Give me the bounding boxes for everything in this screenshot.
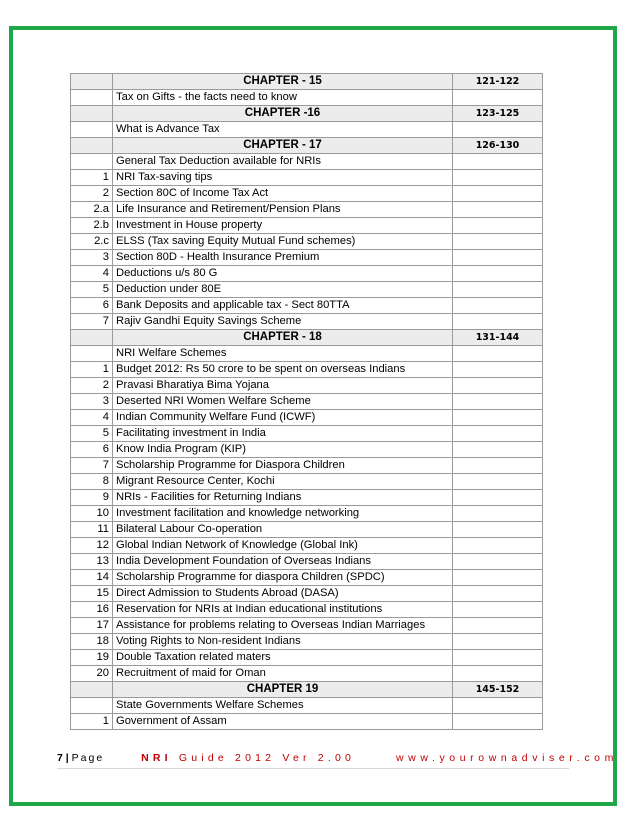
chapter-heading-row xyxy=(71,138,543,154)
footer-divider xyxy=(57,768,569,769)
page-range xyxy=(453,634,543,650)
entry-number: 4 xyxy=(71,266,113,282)
entry-title: Indian Community Welfare Fund (ICWF) xyxy=(113,410,453,426)
page-range xyxy=(453,506,543,522)
entry-title: Know India Program (KIP) xyxy=(113,442,453,458)
entry-number: 2 xyxy=(71,378,113,394)
page-range xyxy=(453,442,543,458)
entry-title: Recruitment of maid for Oman xyxy=(113,666,453,682)
entry-title: Deduction under 80E xyxy=(113,282,453,298)
page-range xyxy=(453,90,543,106)
toc-entry-row xyxy=(71,234,543,250)
toc-entry-row xyxy=(71,570,543,586)
entry-number xyxy=(71,122,113,138)
entry-number: 2.a xyxy=(71,202,113,218)
entry-number: 14 xyxy=(71,570,113,586)
toc-entry-row xyxy=(71,602,543,618)
toc-entry-row xyxy=(71,170,543,186)
toc-entry-row xyxy=(71,202,543,218)
entry-title: Life Insurance and Retirement/Pension Plans xyxy=(113,202,453,218)
entry-title: CHAPTER - 17 xyxy=(113,138,453,154)
toc-entry-row xyxy=(71,634,543,650)
page-range xyxy=(453,698,543,714)
entry-number: 19 xyxy=(71,650,113,666)
toc-entry-row xyxy=(71,442,543,458)
page-range xyxy=(453,554,543,570)
footer-guide-title xyxy=(141,752,355,764)
footer-guide-brand: NRI xyxy=(141,752,172,764)
toc-entry-row xyxy=(71,506,543,522)
entry-number: 9 xyxy=(71,490,113,506)
entry-title: Budget 2012: Rs 50 crore to be spent on overseas Indians xyxy=(113,362,453,378)
chapter-heading-row xyxy=(71,106,543,122)
entry-number xyxy=(71,154,113,170)
entry-number: 12 xyxy=(71,538,113,554)
entry-title: Double Taxation related maters xyxy=(113,650,453,666)
entry-title: NRI Tax-saving tips xyxy=(113,170,453,186)
page-range xyxy=(453,218,543,234)
page-range xyxy=(453,410,543,426)
toc-entry-row xyxy=(71,298,543,314)
toc-entry-row xyxy=(71,90,543,106)
entry-number xyxy=(71,698,113,714)
entry-title: Global Indian Network of Knowledge (Global Ink) xyxy=(113,538,453,554)
entry-title: Scholarship Programme for diaspora Children (SPDC) xyxy=(113,570,453,586)
entry-title: Direct Admission to Students Abroad (DASA) xyxy=(113,586,453,602)
page-range xyxy=(453,250,543,266)
toc-entry-row xyxy=(71,426,543,442)
page-range xyxy=(453,474,543,490)
toc-entry-row xyxy=(71,154,543,170)
entry-title: Section 80D - Health Insurance Premium xyxy=(113,250,453,266)
page-range xyxy=(453,170,543,186)
page-range xyxy=(453,650,543,666)
page-range xyxy=(453,202,543,218)
toc-entry-row xyxy=(71,266,543,282)
page-range xyxy=(453,362,543,378)
entry-title: What is Advance Tax xyxy=(113,122,453,138)
entry-number: 2 xyxy=(71,186,113,202)
entry-number xyxy=(71,346,113,362)
entry-number: 13 xyxy=(71,554,113,570)
chapter-heading-row xyxy=(71,330,543,346)
page-range xyxy=(453,586,543,602)
chapter-heading-row xyxy=(71,682,543,698)
entry-title: Scholarship Programme for Diaspora Children xyxy=(113,458,453,474)
footer-page-label xyxy=(57,752,104,764)
entry-title: CHAPTER - 15 xyxy=(113,74,453,90)
page-range xyxy=(453,538,543,554)
entry-title: NRIs - Facilities for Returning Indians xyxy=(113,490,453,506)
toc-entry-row xyxy=(71,538,543,554)
toc-entry-row xyxy=(71,698,543,714)
entry-number xyxy=(71,138,113,154)
entry-number: 2.b xyxy=(71,218,113,234)
footer-separator: | xyxy=(65,752,69,764)
entry-title: Section 80C of Income Tax Act xyxy=(113,186,453,202)
page-range: 126-130 xyxy=(453,138,543,154)
entry-title: Facilitating investment in India xyxy=(113,426,453,442)
toc-entry-row xyxy=(71,458,543,474)
page-range xyxy=(453,458,543,474)
page-range: 123-125 xyxy=(453,106,543,122)
toc-entry-row xyxy=(71,666,543,682)
toc-entry-row xyxy=(71,314,543,330)
toc-entry-row xyxy=(71,250,543,266)
entry-number: 5 xyxy=(71,426,113,442)
page-range xyxy=(453,714,543,730)
page-range xyxy=(453,570,543,586)
page-range xyxy=(453,602,543,618)
toc-entry-row xyxy=(71,186,543,202)
toc-entry-row xyxy=(71,394,543,410)
footer-page-number: 7 xyxy=(57,752,63,764)
entry-number: 6 xyxy=(71,298,113,314)
entry-number: 1 xyxy=(71,362,113,378)
entry-title: Government of Assam xyxy=(113,714,453,730)
page-range xyxy=(453,186,543,202)
entry-number: 7 xyxy=(71,314,113,330)
entry-number xyxy=(71,90,113,106)
entry-title: Deserted NRI Women Welfare Scheme xyxy=(113,394,453,410)
toc-entry-row xyxy=(71,282,543,298)
page-range xyxy=(453,298,543,314)
page-range xyxy=(453,378,543,394)
chapter-heading-row xyxy=(71,74,543,90)
entry-title: Bilateral Labour Co-operation xyxy=(113,522,453,538)
page-range: 145-152 xyxy=(453,682,543,698)
toc-entry-row xyxy=(71,714,543,730)
entry-number: 18 xyxy=(71,634,113,650)
entry-title: CHAPTER 19 xyxy=(113,682,453,698)
entry-title: India Development Foundation of Overseas Indians xyxy=(113,554,453,570)
page-range xyxy=(453,426,543,442)
entry-number: 16 xyxy=(71,602,113,618)
toc-entry-row xyxy=(71,378,543,394)
entry-title: Pravasi Bharatiya Bima Yojana xyxy=(113,378,453,394)
page-range xyxy=(453,282,543,298)
entry-title: Assistance for problems relating to Overseas Indian Marriages xyxy=(113,618,453,634)
toc-entry-row xyxy=(71,554,543,570)
page-range xyxy=(453,234,543,250)
page-range xyxy=(453,522,543,538)
entry-title: Investment in House property xyxy=(113,218,453,234)
entry-number xyxy=(71,682,113,698)
page-range xyxy=(453,314,543,330)
page-range xyxy=(453,394,543,410)
page-footer xyxy=(57,752,618,764)
footer-guide-rest: Guide 2012 Ver 2.00 xyxy=(178,752,356,764)
toc-entry-row xyxy=(71,474,543,490)
entry-number: 6 xyxy=(71,442,113,458)
table-of-contents xyxy=(70,73,543,730)
entry-number xyxy=(71,106,113,122)
footer-page-word: Page xyxy=(71,752,105,764)
entry-title: Bank Deposits and applicable tax - Sect 80TTA xyxy=(113,298,453,314)
entry-title: State Governments Welfare Schemes xyxy=(113,698,453,714)
entry-title: Voting Rights to Non-resident Indians xyxy=(113,634,453,650)
toc-entry-row xyxy=(71,218,543,234)
entry-number: 3 xyxy=(71,394,113,410)
entry-title: Deductions u/s 80 G xyxy=(113,266,453,282)
page-range xyxy=(453,618,543,634)
entry-number: 11 xyxy=(71,522,113,538)
entry-number: 15 xyxy=(71,586,113,602)
entry-number: 1 xyxy=(71,714,113,730)
page-range xyxy=(453,346,543,362)
entry-number: 20 xyxy=(71,666,113,682)
footer-website: www.yourownadviser.com xyxy=(395,752,618,764)
entry-number: 4 xyxy=(71,410,113,426)
page-range xyxy=(453,266,543,282)
entry-title: CHAPTER -16 xyxy=(113,106,453,122)
entry-number xyxy=(71,330,113,346)
entry-title: Migrant Resource Center, Kochi xyxy=(113,474,453,490)
entry-title: Reservation for NRIs at Indian educational institutions xyxy=(113,602,453,618)
toc-body xyxy=(71,74,543,730)
toc-entry-row xyxy=(71,410,543,426)
page-range xyxy=(453,122,543,138)
toc-entry-row xyxy=(71,522,543,538)
entry-number: 1 xyxy=(71,170,113,186)
toc-entry-row xyxy=(71,122,543,138)
entry-number: 10 xyxy=(71,506,113,522)
toc-entry-row xyxy=(71,618,543,634)
toc-entry-row xyxy=(71,346,543,362)
entry-number: 7 xyxy=(71,458,113,474)
page-range: 121-122 xyxy=(453,74,543,90)
entry-title: NRI Welfare Schemes xyxy=(113,346,453,362)
page-range: 131-144 xyxy=(453,330,543,346)
entry-title: CHAPTER - 18 xyxy=(113,330,453,346)
entry-title: Investment facilitation and knowledge networking xyxy=(113,506,453,522)
entry-number: 8 xyxy=(71,474,113,490)
entry-title: ELSS (Tax saving Equity Mutual Fund schemes) xyxy=(113,234,453,250)
toc-entry-row xyxy=(71,362,543,378)
page-range xyxy=(453,490,543,506)
entry-number: 5 xyxy=(71,282,113,298)
entry-number: 17 xyxy=(71,618,113,634)
entry-number xyxy=(71,74,113,90)
entry-number: 2.c xyxy=(71,234,113,250)
toc-entry-row xyxy=(71,586,543,602)
page-range xyxy=(453,154,543,170)
entry-title: General Tax Deduction available for NRIs xyxy=(113,154,453,170)
entry-title: Rajiv Gandhi Equity Savings Scheme xyxy=(113,314,453,330)
toc-entry-row xyxy=(71,650,543,666)
entry-title: Tax on Gifts - the facts need to know xyxy=(113,90,453,106)
entry-number: 3 xyxy=(71,250,113,266)
toc-entry-row xyxy=(71,490,543,506)
page-range xyxy=(453,666,543,682)
